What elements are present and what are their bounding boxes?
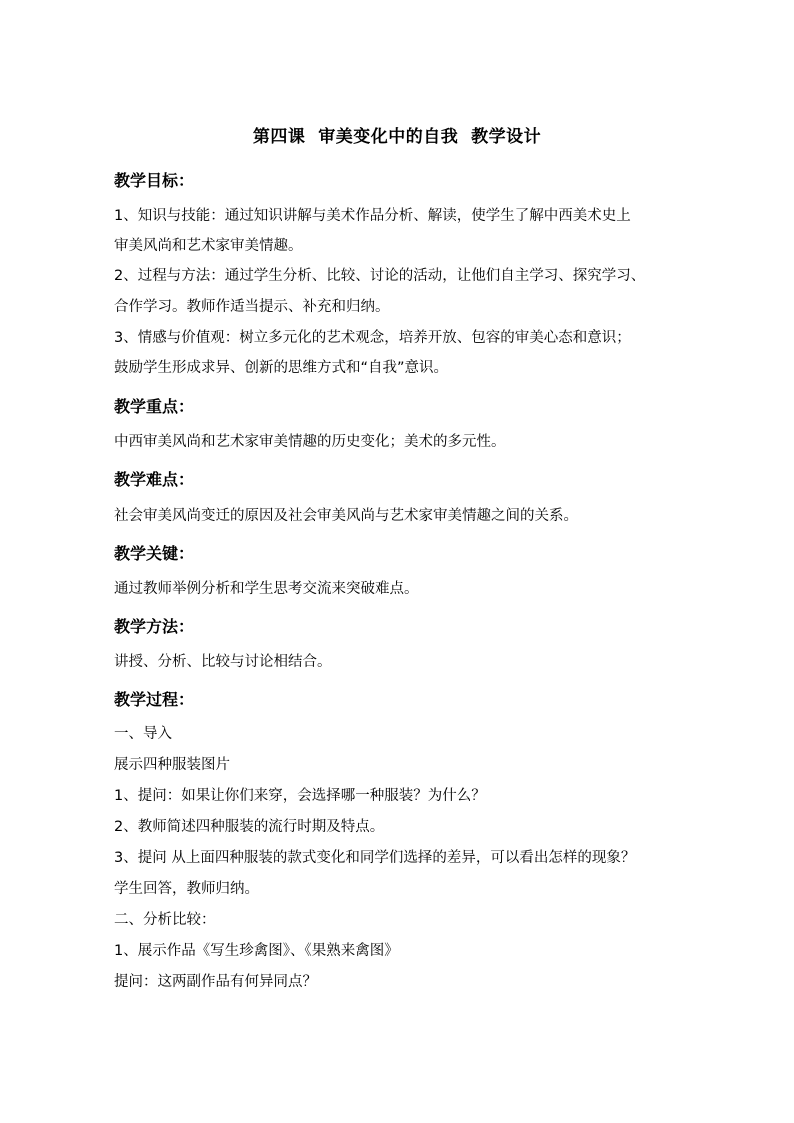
process-line: 1、提问：如果让你们来穿，会选择哪一种服装？为什么？	[114, 788, 486, 804]
key-line: 通过教师举例分析和学生思考交流来突破难点。	[114, 581, 419, 597]
objectives-line: 2、过程与方法：通过学生分析、比较、讨论的活动，让他们自主学习、探究学习、	[114, 268, 646, 284]
process-heading: 教学过程：	[114, 690, 195, 709]
process-line: 提问：这两副作品有何异同点？	[114, 974, 317, 990]
objectives-heading: 教学目标：	[114, 171, 195, 190]
key-heading: 教学关键：	[114, 544, 195, 563]
process-line: 学生回答，教师归纳。	[114, 881, 259, 897]
methods-line: 讲授、分析、比较与讨论相结合。	[114, 654, 332, 670]
process-line: 1、展示作品《写生珍禽图》、《果熟来禽图》	[114, 943, 399, 959]
objectives-line: 审美风尚和艺术家审美情趣。	[114, 238, 303, 254]
key-points-heading: 教学重点：	[114, 397, 195, 416]
objectives-line: 3、情感与价值观：树立多元化的艺术观念，培养开放、包容的审美心态和意识；	[114, 330, 631, 346]
objectives-line: 合作学习。教师作适当提示、补充和归纳。	[114, 299, 390, 315]
process-line: 3、提问 从上面四种服装的款式变化和同学们选择的差异，可以看出怎样的现象？	[114, 850, 636, 866]
key-points-line: 中西审美风尚和艺术家审美情趣的历史变化；美术的多元性。	[114, 434, 506, 450]
page-title: 第四课 审美变化中的自我 教学设计	[252, 127, 542, 147]
methods-heading: 教学方法：	[114, 617, 195, 636]
objectives-line: 鼓励学生形成求异、创新的思维方式和“自我”意识。	[114, 360, 449, 376]
difficulties-line: 社会审美风尚变迁的原因及社会审美风尚与艺术家审美情趣之间的关系。	[114, 508, 578, 524]
process-line: 展示四种服装图片	[114, 757, 230, 773]
process-line: 2、教师简述四种服装的流行时期及特点。	[114, 819, 385, 835]
objectives-line: 1、知识与技能：通过知识讲解与美术作品分析、解读，使学生了解中西美术史上	[114, 208, 631, 224]
process-line: 一、导入	[114, 726, 172, 742]
difficulties-heading: 教学难点：	[114, 470, 195, 489]
process-line: 二、分析比较：	[114, 912, 216, 928]
